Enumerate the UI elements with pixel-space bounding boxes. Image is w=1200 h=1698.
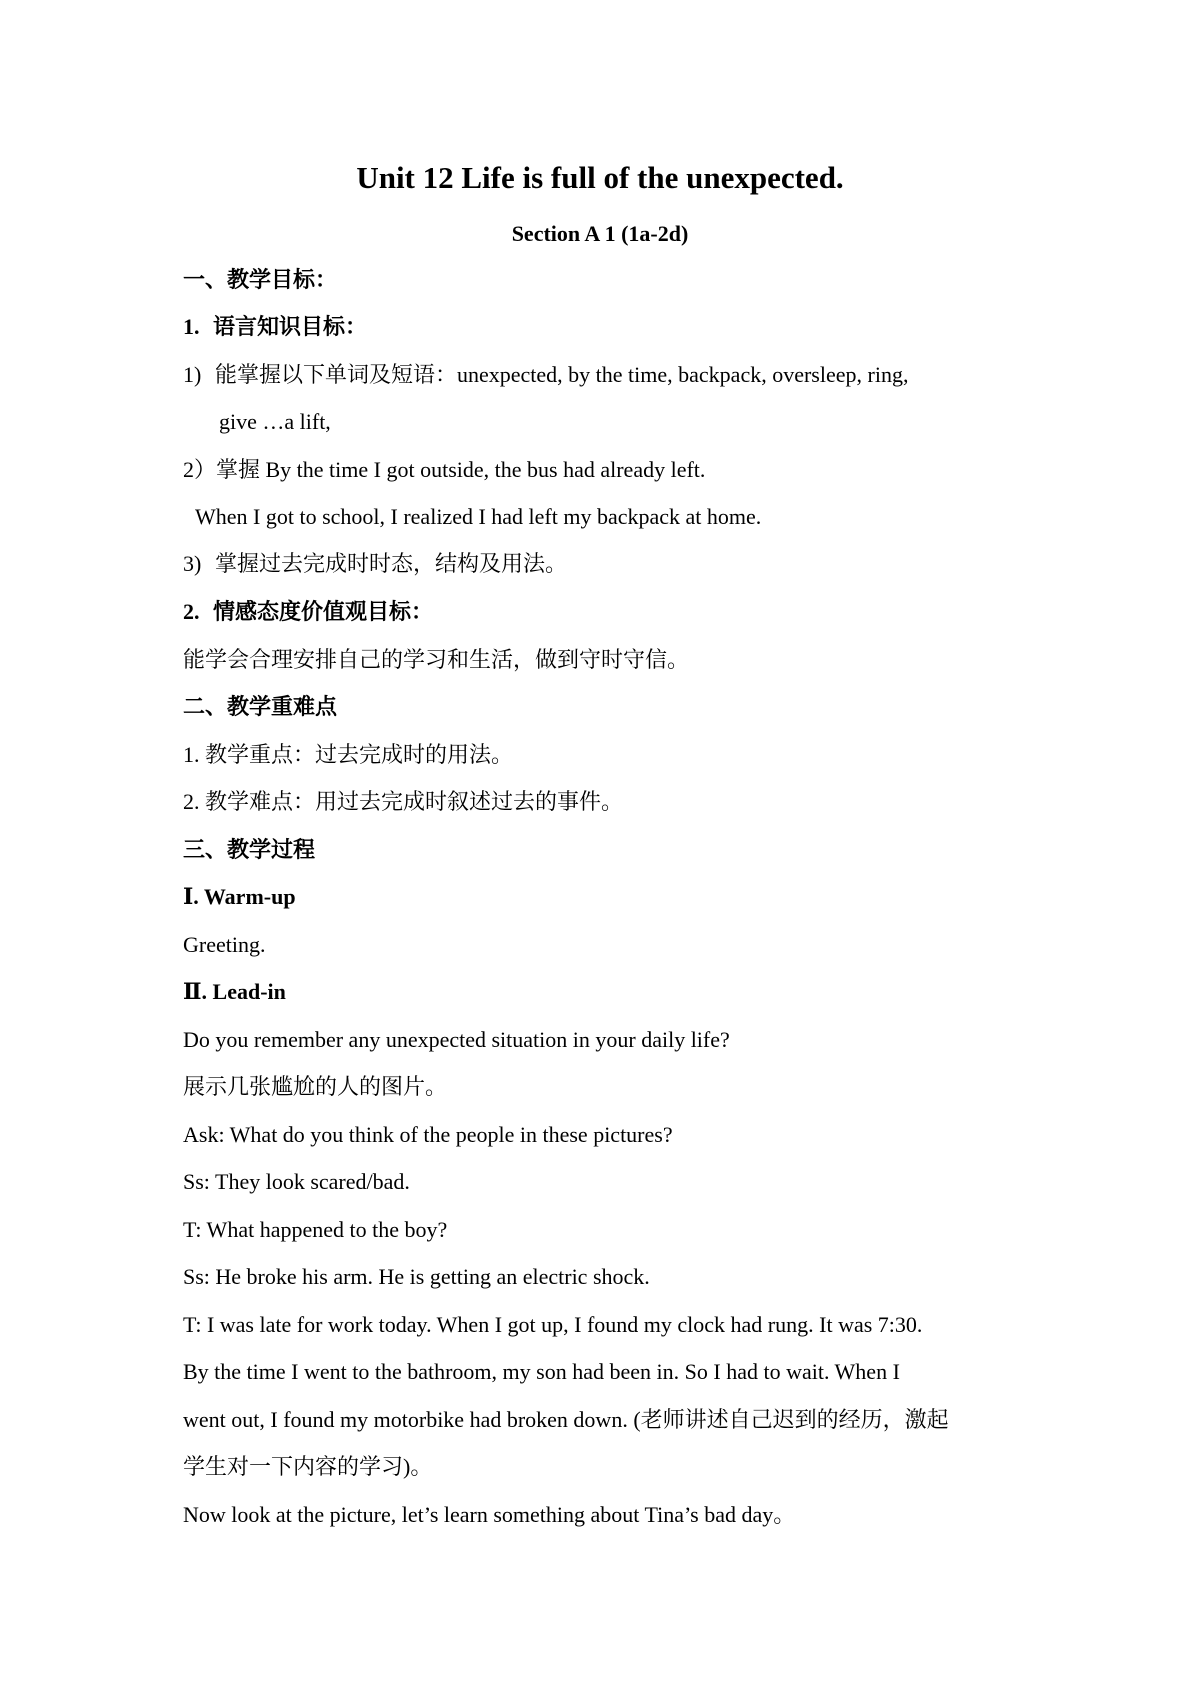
objective-item-2-continued: When I got to school, I realized I had left my backpack at home.: [195, 504, 762, 529]
key-points-heading: 二、教学重难点: [183, 694, 338, 719]
item-text: 掌握过去完成时时态，结构及用法。: [215, 551, 568, 576]
leadin-line: 学生对一下内容的学习)。: [183, 1454, 433, 1479]
heading-text: 情感态度价值观目标：: [213, 599, 434, 624]
item-number: 3): [183, 551, 202, 576]
leadin-heading: Ⅱ. Lead-in: [183, 979, 286, 1004]
emotion-objectives-text: 能学会合理安排自己的学习和生活，做到守时守信。: [183, 647, 690, 672]
warmup-text: Greeting.: [183, 932, 266, 957]
leadin-line: Do you remember any unexpected situation in your daily life?: [183, 1027, 730, 1052]
leadin-line: T: What happened to the boy?: [183, 1217, 448, 1242]
objectives-heading: 一、教学目标：: [183, 267, 338, 292]
heading-text: 语言知识目标：: [213, 314, 368, 339]
leadin-line: Now look at the picture, let’s learn something about Tina’s bad day。: [183, 1502, 796, 1527]
warmup-heading: Ⅰ. Warm-up: [183, 884, 296, 909]
key-point-item-1: 1. 教学重点：过去完成时的用法。: [183, 742, 514, 767]
heading-number: 1.: [183, 314, 200, 339]
objective-item-2: 2）掌握 By the time I got outside, the bus had already left.: [183, 457, 706, 482]
objective-item-1-continued: give …a lift,: [219, 409, 331, 434]
leadin-line: 展示几张尴尬的人的图片。: [183, 1074, 448, 1099]
leadin-line: Ss: They look scared/bad.: [183, 1169, 410, 1194]
item-number: 1): [183, 362, 202, 387]
key-point-item-2: 2. 教学难点：用过去完成时叙述过去的事件。: [183, 789, 624, 814]
section-subtitle: Section A 1 (1a-2d): [511, 221, 689, 246]
leadin-line: T: I was late for work today. When I got up, I found my clock had rung. It was 7:30.: [183, 1312, 923, 1337]
leadin-line: Ask: What do you think of the people in these pictures?: [183, 1122, 673, 1147]
leadin-line: Ss: He broke his arm. He is getting an electric shock.: [183, 1264, 650, 1289]
leadin-line: went out, I found my motorbike had broken down. (老师讲述自己迟到的经历，激起: [183, 1407, 949, 1432]
leadin-line: By the time I went to the bathroom, my son had been in. So I had to wait. When I: [183, 1359, 900, 1384]
document-title: Unit 12 Life is full of the unexpected.: [356, 160, 844, 195]
heading-number: 2.: [183, 599, 200, 624]
process-heading: 三、教学过程: [183, 837, 316, 862]
item-text: 能掌握以下单词及短语：unexpected, by the time, backpack, oversleep, ring,: [215, 362, 909, 387]
